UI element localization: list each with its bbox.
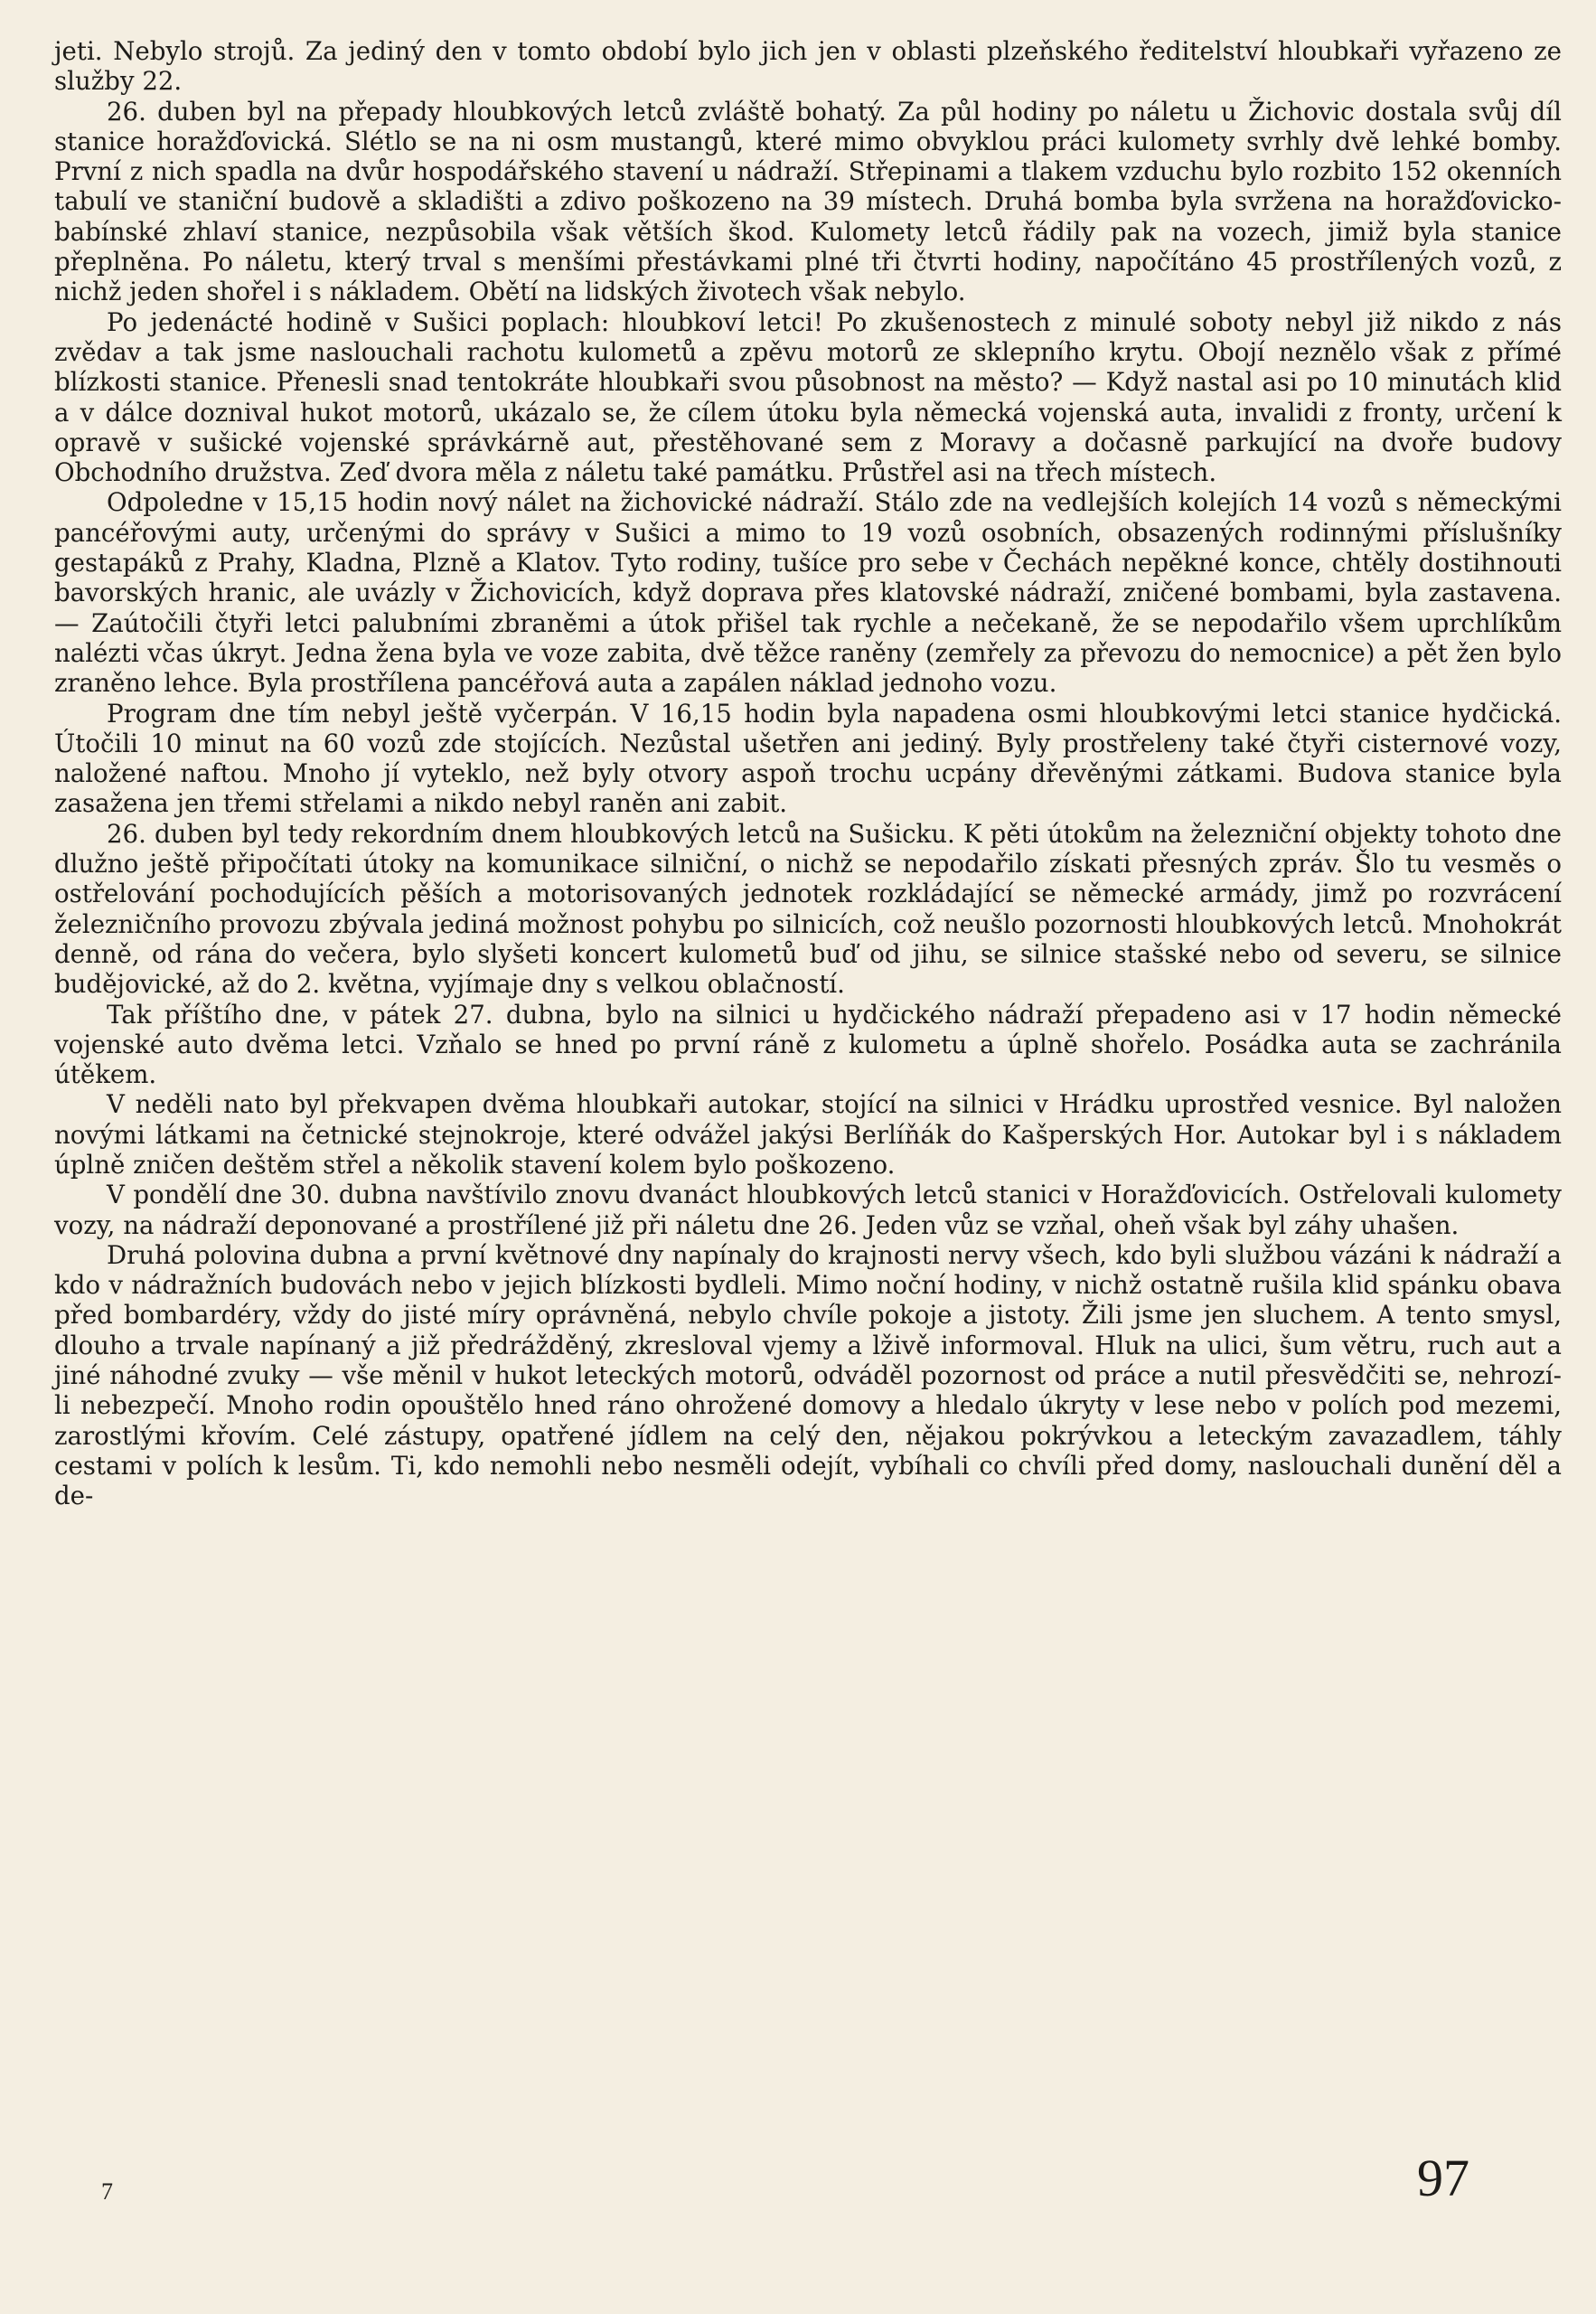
paragraph-1: jeti. Nebylo strojů. Za jediný den v tomto období bylo jich jen v oblasti plzeňského ředitelství hloubkaři vyřazeno ze služby 22.	[54, 36, 1562, 97]
paragraph-7: Tak příštího dne, v pátek 27. dubna, bylo na silnici u hydčického nádraží přepadeno asi v 17 hodin německé vojenské auto dvěma letci. Vzňalo se hned po první ráně z kulometu a úplně shořelo. Posádka auta se zachránila útěkem.	[54, 999, 1562, 1090]
signature-mark: 7	[101, 2178, 113, 2205]
paragraph-6: 26. duben byl tedy rekordním dnem hloubkových letců na Sušicku. K pěti útokům na železniční objekty tohoto dne dlužno ještě připočítati útoky na komunikace silniční, o nichž se nepodařilo získati přesných zpráv. Šlo tu vesměs o ostřelování pochodujících pěších a motorisovaných jednotek rozkládající se německé armády, jimž po rozvrácení železničního provozu zbývala jediná možnost pohybu po silnicích, což neušlo pozornosti hloubkových letců. Mnohokrát denně, od rána do večera, bylo slyšeti koncert kulometů buď od jihu, se silnice stašské nebo od severu, se silnice budějovické, až do 2. května, vyjímaje dny s velkou oblačností.	[54, 818, 1562, 1000]
paragraph-5: Program dne tím nebyl ještě vyčerpán. V 16,15 hodin byla napadena osmi hloubkovými letci stanice hydčická. Útočili 10 minut na 60 vozů zde stojících. Nezůstal ušetřen ani jediný. Byly prostřeleny také čtyři cisternové vozy, naložené naftou. Mnoho jí vyteklo, než byly otvory aspoň trochu ucpány dřevěnými zátkami. Budova stanice byla zasažena jen třemi střelami a nikdo nebyl raněn ani zabit.	[54, 698, 1562, 819]
paragraph-2: 26. duben byl na přepady hloubkových letců zvláště bohatý. Za půl hodiny po náletu u Žichovic dostala svůj díl stanice horažďovická. Slétlo se na ni osm mustangů, které mimo obvyklou práci kulomety svrhly dvě lehké bomby. První z nich spadla na dvůr hospodářského stavení u nádraží. Střepinami a tlakem vzduchu bylo rozbito 152 okenních tabulí ve staniční budově a skladišti a zdivo poškozeno na 39 místech. Druhá bomba byla svržena na horažďovicko-babínské zhlaví stanice, nezpůsobila však větších škod. Kulomety letců řádily pak na vozech, jimiž byla stanice přeplněna. Po náletu, který trval s menšími přestávkami plné tři čtvrti hodiny, napočítáno 45 prostřílených vozů, z nichž jeden shořel i s nákladem. Obětí na lidských životech však nebylo.	[54, 96, 1562, 307]
paragraph-3: Po jedenácté hodině v Sušici poplach: hloubkoví letci! Po zkušenostech z minulé soboty nebyl již nikdo z nás zvědav a tak jsme naslouchali rachotu kulometů a zpěvu motorů ze sklepního krytu. Obojí neznělo však z přímé blízkosti stanice. Přenesli snad tentokráte hloubkaři svou působnost na město? — Když nastal asi po 10 minutách klid a v dálce doznival hukot motorů, ukázalo se, že cílem útoku byla německá vojenská auta, invalidi z fronty, určení k opravě v sušické vojenské správkárně aut, přestěhované sem z Moravy a dočasně parkující na dvoře budovy Obchodního družstva. Zeď dvora měla z náletu také památku. Průstřel asi na třech místech.	[54, 306, 1562, 488]
paragraph-9: V pondělí dne 30. dubna navštívilo znovu dvanáct hloubkových letců stanici v Horažďovicích. Ostřelovali kulomety vozy, na nádraží deponované a prostřílené již při náletu dne 26. Jeden vůz se vzňal, oheň však byl záhy uhašen.	[54, 1180, 1562, 1240]
paragraph-4: Odpoledne v 15,15 hodin nový nálet na žichovické nádraží. Stálo zde na vedlejších kolejích 14 vozů s německými pancéřovými auty, určenými do správy v Sušici a mimo to 19 vozů osobních, obsazených rodinnými příslušníky gestapáků z Prahy, Kladna, Plzně a Klatov. Tyto rodiny, tušíce pro sebe v Čechách nepěkné konce, chtěly dostihnouti bavorských hranic, ale uvázly v Žichovicích, když doprava přes klatovské nádraží, zničené bombami, byla zastavena. — Zaútočili čtyři letci palubními zbraněmi a útok přišel tak rychle a nečekaně, že se nepodařilo všem uprchlíkům nalézti včas úkryt. Jedna žena byla ve voze zabita, dvě těžce raněny (zemřely za převozu do nemocnice) a pět žen bylo zraněno lehce. Byla prostřílena pancéřová auta a zapálen náklad jednoho vozu.	[54, 487, 1562, 699]
paragraph-10: Druhá polovina dubna a první květnové dny napínaly do krajnosti nervy všech, kdo byli službou vázáni k nádraží a kdo v nádražních budovách nebo v jejich blízkosti bydleli. Mimo noční hodiny, v nichž ostatně rušila klid spánku obava před bombardéry, vždy do jisté míry oprávněná, nebylo chvíle pokoje a jistoty. Žili jsme jen sluchem. A tento smysl, dlouho a trvale napínaný a již předrážděný, zkresloval vjemy a lživě informoval. Hluk na ulici, šum větru, ruch aut a jiné náhodné zvuky — vše měnil v hukot leteckých motorů, odváděl pozornost od práce a nutil přesvědčiti se, nehrozí-li nebezpečí. Mnoho rodin opouštělo hned ráno ohrožené domovy a hledalo úkryty v lese nebo v polích pod mezemi, zarostlými křovím. Celé zástupy, opatřené jídlem na celý den, nějakou pokrývkou a leteckým zavazadlem, táhly cestami v polích k lesům. Ti, kdo nemohli nebo nesměli odejít, vybíhali co chvíli před domy, naslouchali dunění děl a de-	[54, 1239, 1562, 1511]
paragraph-8: V neděli nato byl překvapen dvěma hloubkaři autokar, stojící na silnici v Hrádku uprostřed vesnice. Byl naložen novými látkami na četnické stejnokroje, které odvážel jakýsi Berlíňák do Kašperských Hor. Autokar byl i s nákladem úplně zničen deštěm střel a několik stavení kolem bylo poškozeno.	[54, 1089, 1562, 1180]
page-number: 97	[1417, 2149, 1469, 2207]
body-text	[54, 36, 1562, 1511]
